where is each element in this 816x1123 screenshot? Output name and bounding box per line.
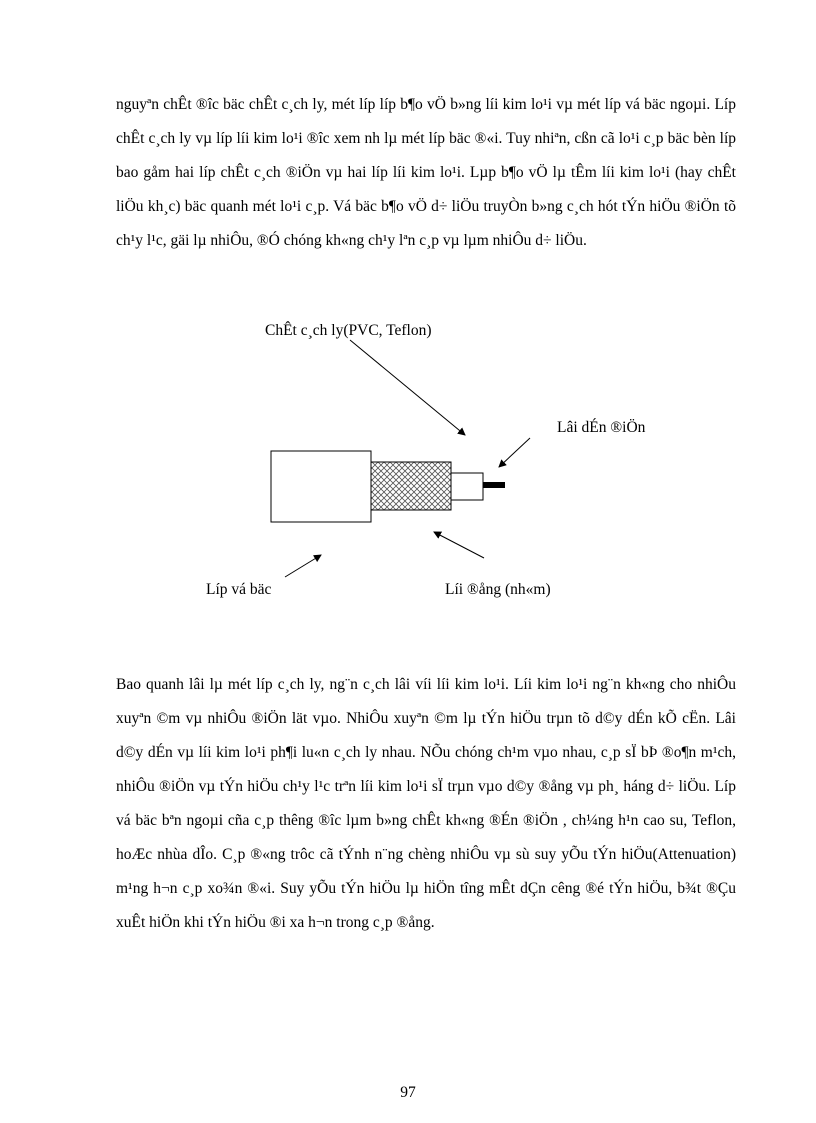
label-braided-shield: Líi ®ång (nh«m): [445, 581, 551, 598]
label-outer-jacket: Líp vá bäc: [206, 581, 272, 598]
arrow-insulation: [350, 340, 465, 435]
paragraph-2: Bao quanh lâi lµ mét líp c¸ch ly, ng¨n c¸ch lâi víi líi kim lo¹i. Líi kim lo¹i ng¨n kh«ng cho nhiÔu xuyªn ©m vµ nhiÔu ®iÖn lät vµo. NhiÔu xuyªn ©m lµ tÝn hiÖu trµn tõ d©y dÉn kÕ cËn. Lâi d©y dÉn vµ líi kim lo¹i ph¶i lu«n c¸ch ly nhau. NÕu chóng ch¹m vµo nhau, c¸p sÏ bÞ ®o¶n m¹ch, nhiÔu ®iÖn vµ tÝn hiÖu ch¹y l¹c trªn líi kim lo¹i sÏ trµn vµo d©y ®ång vµ ph¸ háng d÷ liÖu. Líp vá bäc bªn ngoµi cña c¸p thêng ®îc lµm b»ng chÊt kh«ng ®Én ®iÖn , ch¼ng h¹n cao su, Teflon, hoÆc nhùa dÎo. C¸p ®«ng trôc cã tÝnh n¨ng chèng nhiÔu vµ sù suy yÕu tÝn hiÖu(Attenuation) m¹ng h¬n c¸p xo¾n ®«i. Suy yÕu tÝn hiÖu lµ hiÖn tîng mÊt dÇn cêng ®é tÝn hiÖu, b¾t ®Çu xuÊt hiÖn khi tÝn hiÖu ®i xa h¬n trong c¸p ®ång.: [116, 676, 736, 931]
arrow-jacket: [285, 555, 321, 577]
paragraph-1: nguyªn chÊt ®îc bäc chÊt c¸ch ly, mét líp líp b¶o vÖ b»ng líi kim lo¹i vµ mét líp vá bäc ngoµi. Líp chÊt c¸ch ly vµ líp líi kim lo¹i ®îc xem nh lµ mét líp bäc ®«i. Tuy nhiªn, cßn cã lo¹i c¸p bäc bèn líp bao gåm hai líp chÊt c¸ch ®iÖn vµ hai líp líi kim lo¹i. Lµp b¶o vÖ lµ tÊm líi kim lo¹i (hay chÊt liÖu kh¸c) bäc quanh mét lo¹i c¸p. Vá bäc b¶o vÖ d÷ liÖu truyÒn b»ng c¸ch hót tÝn hiÖu ®iÖn tõ ch¹y l¹c, gäi lµ nhiÔu, ®Ó chóng kh«ng ch¹y lªn c¸p vµ lµm nhiÔu d÷ liÖu.: [116, 96, 736, 249]
outer-jacket-shape: [271, 451, 371, 522]
arrow-core: [499, 438, 530, 467]
label-conductor-core: Lâi dÉn ®iÖn: [557, 419, 646, 436]
insulation-shape: [451, 473, 483, 500]
page-number: 97: [400, 1084, 416, 1101]
arrow-shield: [434, 532, 484, 558]
label-insulation: ChÊt c¸ch ly(PVC, Teflon): [265, 322, 432, 339]
braided-shield-shape: [371, 462, 451, 510]
conductor-core-shape: [483, 482, 505, 488]
